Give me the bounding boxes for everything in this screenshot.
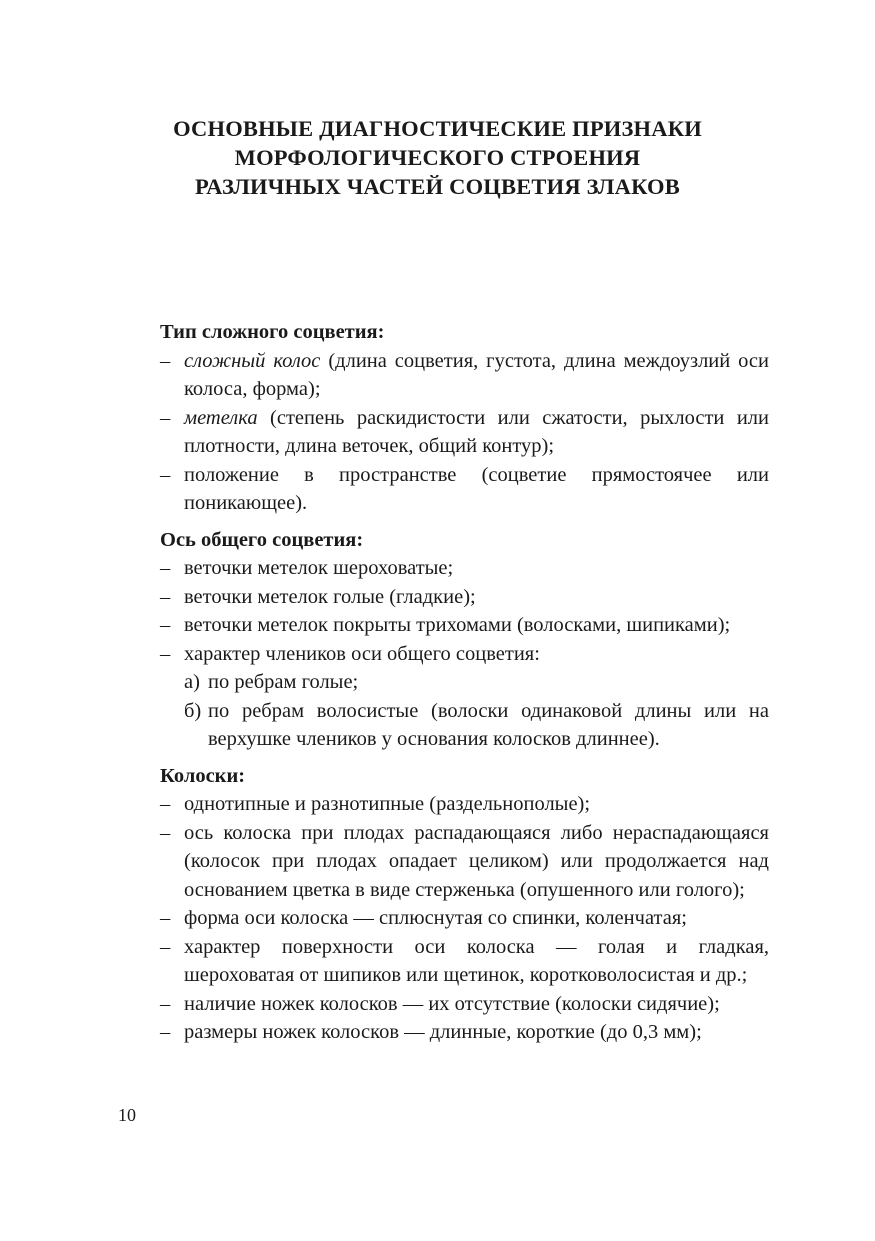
title-line-1: ОСНОВНЫЕ ДИАГНОСТИЧЕСКИЕ ПРИЗНАКИ [173,116,702,141]
list-dash: – [160,614,171,636]
item-text: характер поверхности оси колоска — голая и гладкая, шероховатая от шипиков или щетинок, коротковолосистая и др.; [184,935,769,986]
list-dash: – [160,907,171,929]
item-text: характер члеников оси общего соцветия: [184,642,540,665]
section-inflorescence-axis [160,526,769,754]
title-line-2: МОРФОЛОГИЧЕСКОГО СТРОЕНИЯ [234,145,641,170]
section-heading: Ось общего соцветия: [160,528,364,551]
list-dash: – [160,935,171,958]
sub-list-item [184,668,769,697]
list-item [160,990,769,1019]
list-item [160,904,769,933]
list-dash: – [160,992,171,1015]
section-heading: Колоски: [160,764,246,787]
item-text: веточки метелок покрыты трихомами (волосками, шипиками); [184,614,731,636]
item-term: метелка [184,406,258,429]
list-dash: – [160,585,171,608]
list-dash: – [160,793,171,815]
sub-item-marker: а) [184,671,200,693]
sub-list [160,668,769,754]
page-body [160,318,769,1055]
list-item [160,933,769,990]
title-line-3: РАЗЛИЧНЫХ ЧАСТЕЙ СОЦВЕТИЯ ЗЛАКОВ [195,174,680,199]
section-spikelets [160,762,769,1047]
item-text: положение в пространстве (соцветие прямостоячее или поникающее). [184,463,769,514]
list-dash: – [160,463,171,486]
list-dash: – [160,557,171,579]
item-text: веточки метелок шероховатые; [184,557,454,579]
item-term: сложный колос [184,349,321,372]
list-item [160,583,769,612]
list-item [160,554,769,583]
section-inflorescence-type [160,318,769,518]
page-number: 10 [118,1105,136,1125]
sub-item-text: по ребрам волосистые (волоски одинаковой длины или на верхушке члеников у основания колосков длиннее). [208,699,769,750]
item-text: наличие ножек колосков — их отсутствие (колоски сидячие); [184,992,720,1015]
list-item [160,461,769,518]
item-text: однотипные и разнотипные (раздельнополые); [184,793,591,815]
list-dash: – [160,1021,171,1043]
list-item [160,611,769,640]
sub-list-item [184,697,769,754]
item-text: (степень раскидистости или сжатости, рыхлости или плотности, длина веточек, общий контур); [184,406,769,457]
list-item [160,1018,769,1047]
item-list [160,347,769,518]
sub-item-text: по ребрам голые; [208,671,359,693]
list-item [160,347,769,404]
list-item [160,819,769,905]
list-dash: – [160,349,171,372]
item-list [160,554,769,668]
item-text: (длина соцветия, густота, длина междоузлий оси колоса, форма); [184,349,769,400]
list-item [160,790,769,819]
item-text: веточки метелок голые (гладкие); [184,585,476,608]
item-text: форма оси колоска — сплюснутая со спинки, коленчатая; [184,907,687,929]
item-list [160,790,769,1047]
list-item [160,640,769,669]
list-dash: – [160,821,171,844]
list-dash: – [160,642,171,665]
sub-item-marker: б) [184,699,202,722]
section-heading: Тип сложного соцветия: [160,321,385,343]
list-dash: – [160,406,171,429]
page-title [100,114,775,201]
item-text: ось колоска при плодах распадающаяся либо нераспадающаяся (колосок при плодах опадает целиком) или продолжается над основанием цветка в виде стерженька (опушенного или голого); [184,821,769,901]
item-text: размеры ножек колосков — длинные, короткие (до 0,3 мм); [184,1021,702,1043]
list-item [160,404,769,461]
